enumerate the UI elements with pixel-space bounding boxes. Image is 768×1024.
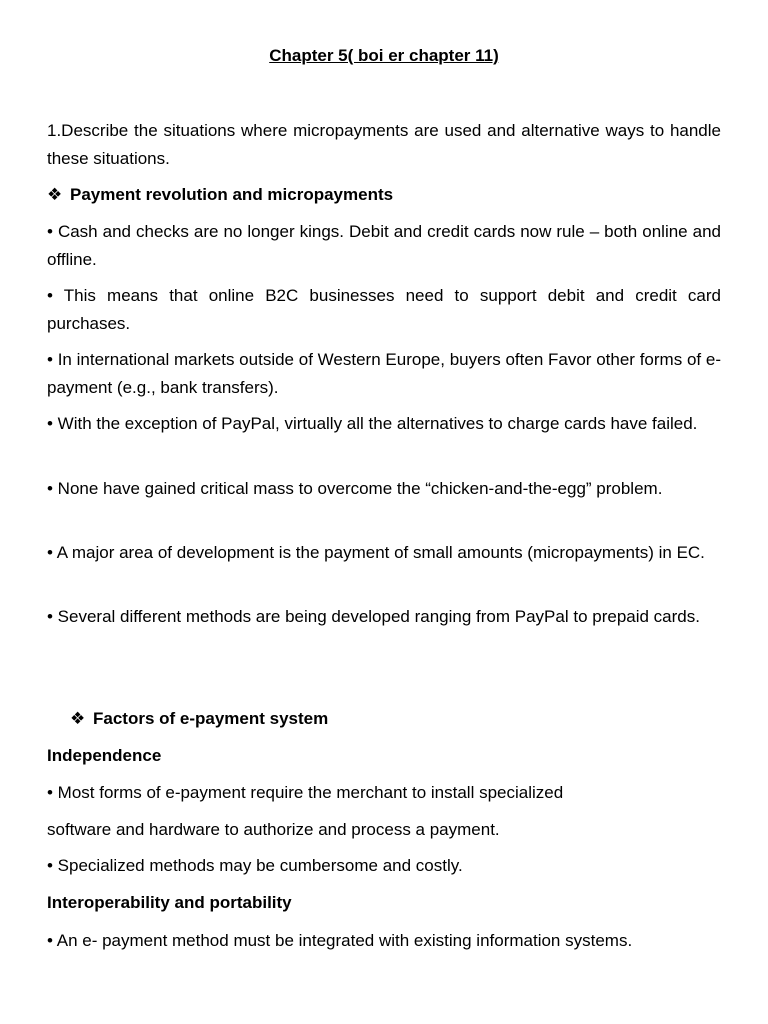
page-title: Chapter 5( boi er chapter 11) bbox=[269, 46, 499, 65]
diamond-bullet-icon: ❖ bbox=[70, 709, 86, 728]
bullet-item: • This means that online B2C businesses need to support debit and credit card purchases. bbox=[47, 286, 721, 333]
bullet-item: • In international markets outside of Western Europe, buyers often Favor other forms of e-payment (e.g., bank transfers). bbox=[47, 350, 721, 397]
bullet-item: • None have gained critical mass to overcome the “chicken-and-the-egg” problem. bbox=[47, 479, 663, 498]
section-heading-factors bbox=[70, 705, 750, 733]
subheading-independence: Independence bbox=[47, 746, 162, 765]
bullet-item: • Specialized methods may be cumbersome and costly. bbox=[47, 856, 463, 875]
bullet-item: • Several different methods are being developed ranging from PayPal to prepaid cards. bbox=[47, 607, 700, 626]
bullet-item: • With the exception of PayPal, virtually all the alternatives to charge cards have failed. bbox=[47, 414, 698, 433]
bullet-item: • Cash and checks are no longer kings. Debit and credit cards now rule – both online and offline. bbox=[47, 222, 721, 269]
question-text: 1.Describe the situations where micropayments are used and alternative ways to handle these situations. bbox=[47, 121, 721, 168]
body-line: software and hardware to authorize and process a payment. bbox=[47, 820, 500, 839]
bullet-item: • An e- payment method must be integrated with existing information systems. bbox=[47, 931, 633, 950]
section-heading-text: Factors of e-payment system bbox=[93, 709, 329, 728]
bullet-item: • A major area of development is the payment of small amounts (micropayments) in EC. bbox=[47, 543, 705, 562]
diamond-bullet-icon: ❖ bbox=[47, 185, 63, 204]
subheading-interoperability: Interoperability and portability bbox=[47, 893, 292, 912]
section-heading-text: Payment revolution and micropayments bbox=[70, 185, 394, 204]
bullet-item: • Most forms of e-payment require the merchant to install specialized bbox=[47, 783, 564, 802]
section-heading-payment-revolution bbox=[47, 181, 727, 209]
